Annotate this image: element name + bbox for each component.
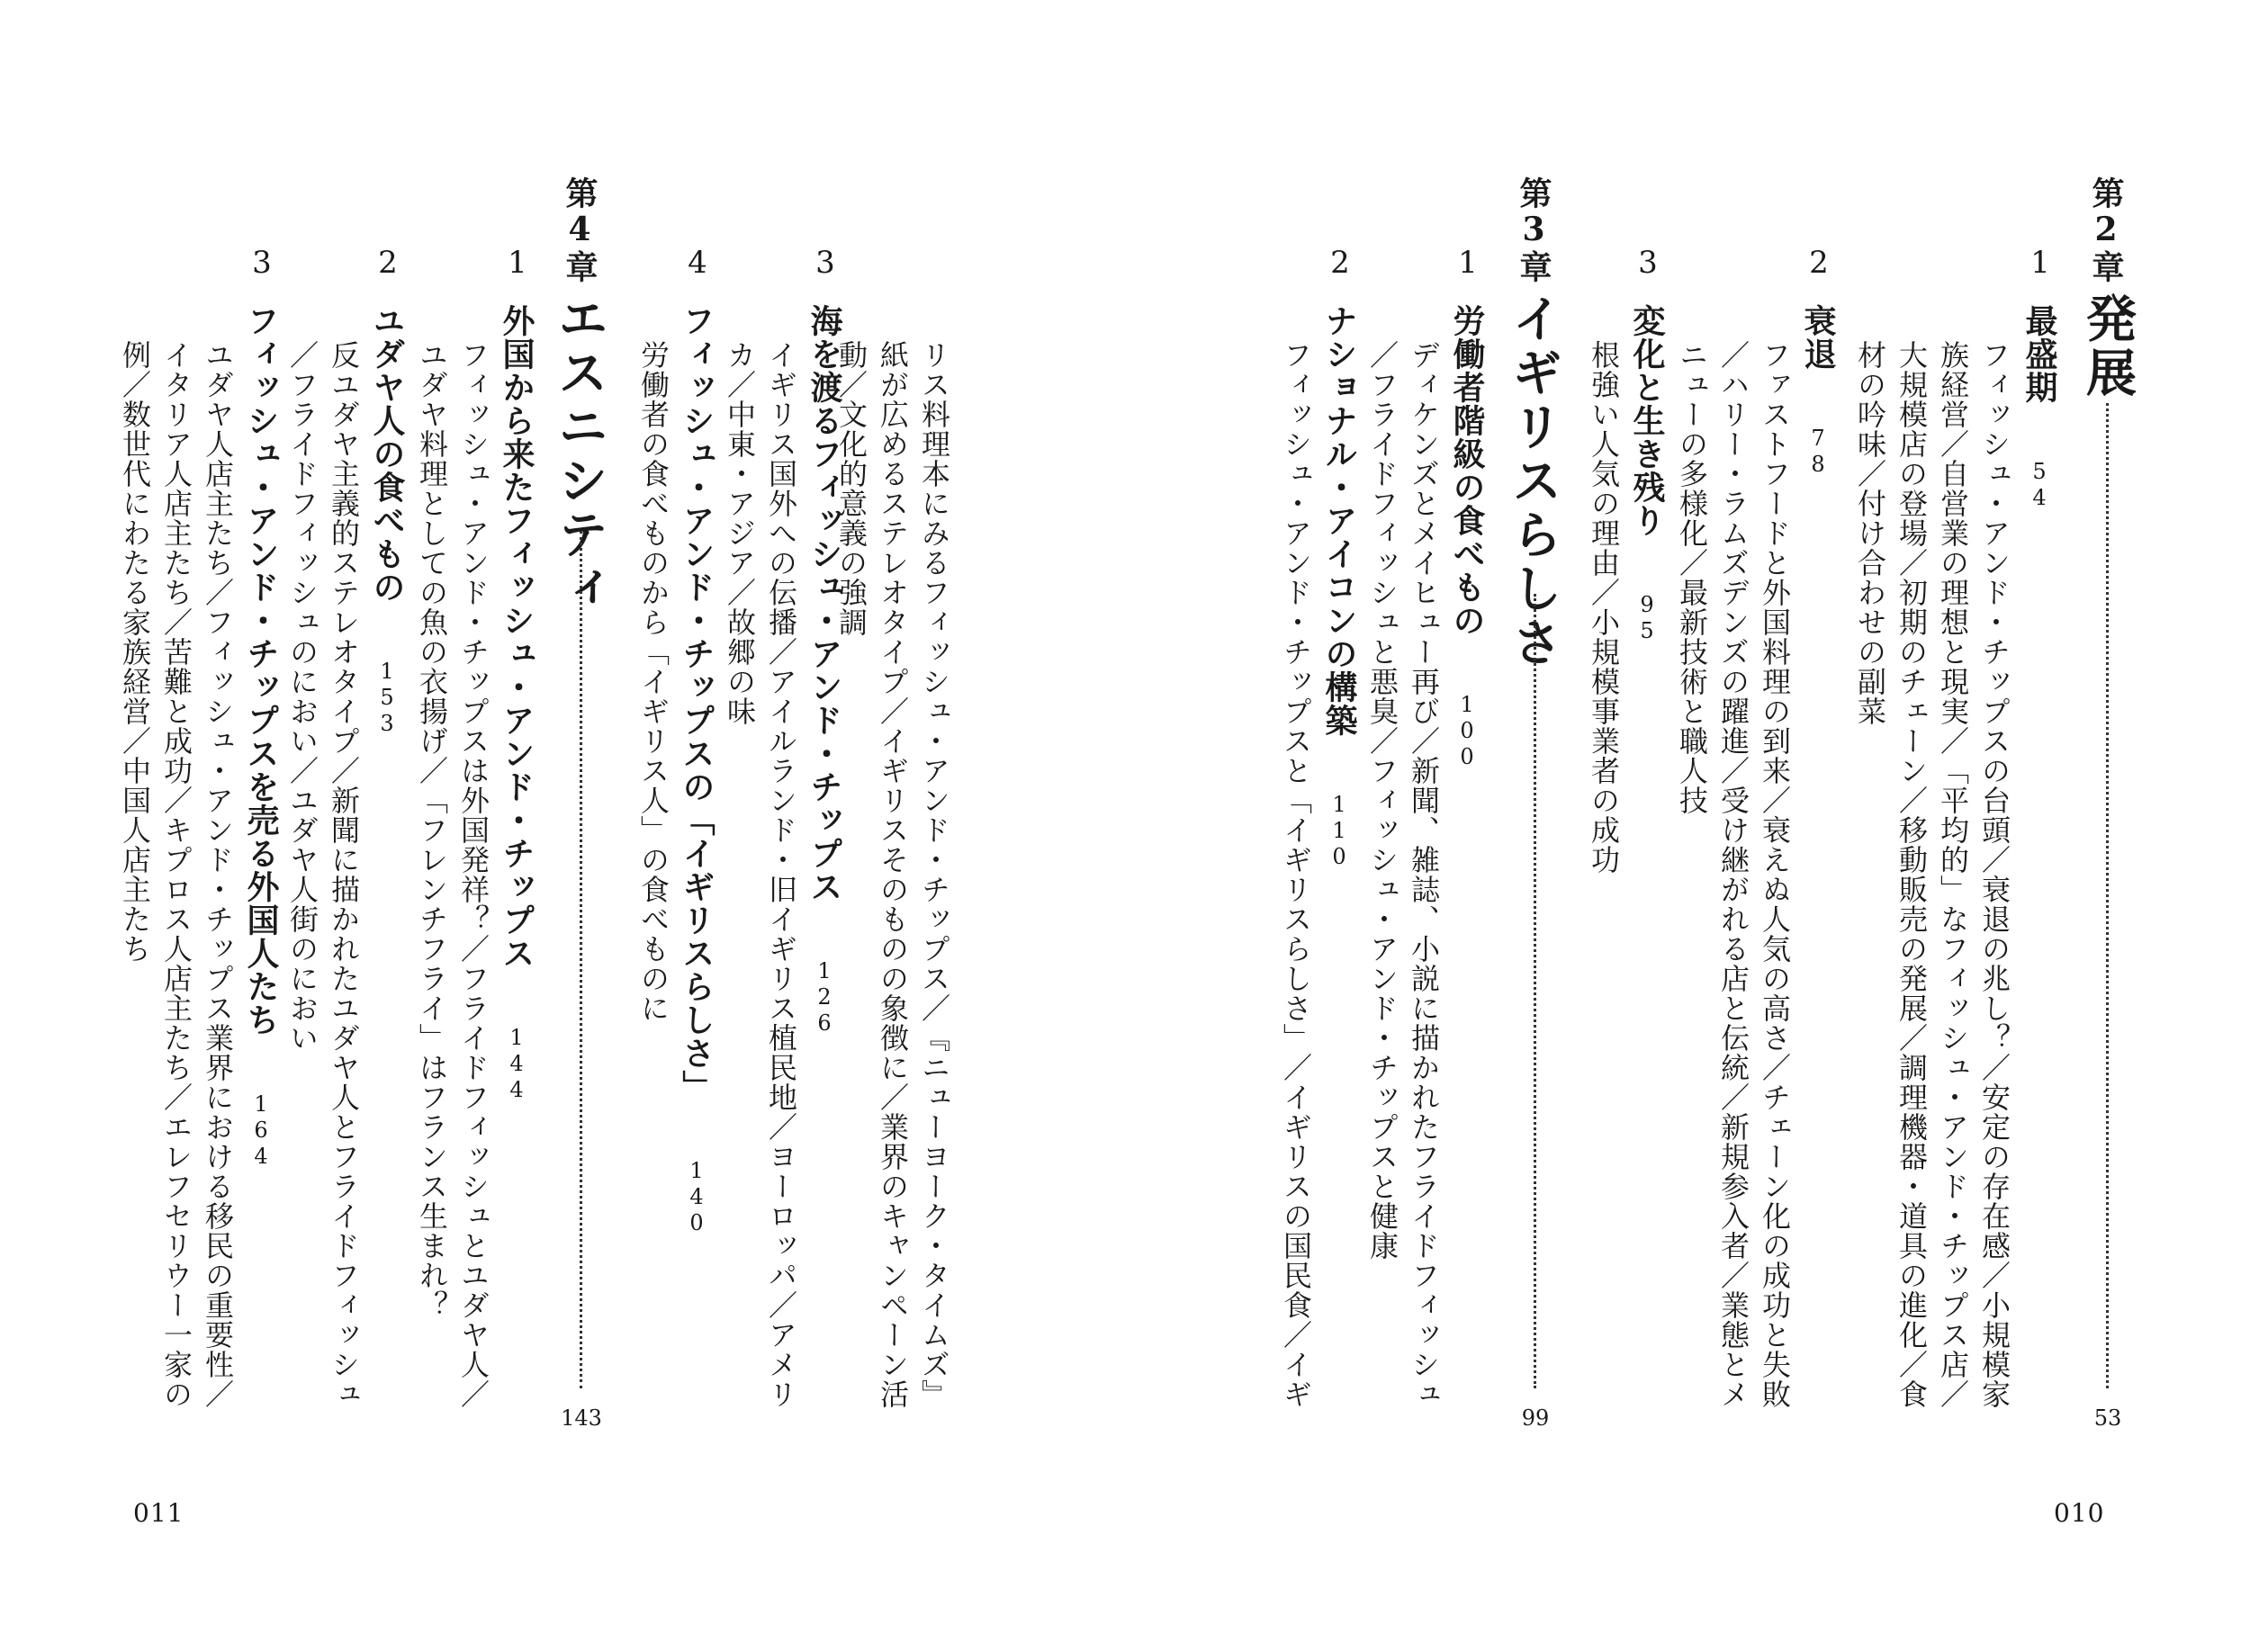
ch3-s2-line-1: フィッシュ・アンド・チップスと「イギリスらしさ」／イギリスの国民食／イギ (1279, 340, 1313, 1409)
ch2-s1-line-2: 族経営／自営業の理想と現実／「平均的」なフィッシュ・アンド・チップス店／ (1936, 340, 1970, 1409)
ch3-section-3-title: 海を渡るフィッシュ・アンド・チップス 126 (806, 304, 843, 1037)
folio-right: 010 (2054, 1498, 2105, 1528)
ch3-section-2-num: 2 (1322, 245, 1358, 281)
ch4-section-1-page: 144 (504, 1025, 529, 1103)
ch2-section-2-page: 78 (1805, 426, 1831, 478)
ch4-section-3-num: 3 (244, 245, 280, 281)
chapter-4-page: 143 (561, 1405, 602, 1431)
ch2-section-1-page: 54 (2027, 459, 2052, 511)
ch2-section-3-page: 95 (1634, 592, 1660, 644)
ch2-section-2-title: 衰退 78 (1799, 304, 1837, 478)
ch2-s2-line-3: ニューの多様化／最新技術と職人技 (1675, 340, 1709, 815)
chapter-4-leader (580, 531, 582, 1388)
ch2-section-2-num: 2 (1801, 245, 1837, 281)
ch4-s2-line-1: 反ユダヤ主義的ステレオタイプ／新聞に描かれたユダヤ人とフライドフィッシュ (327, 340, 361, 1409)
ch4-s3-line-1: ユダヤ人店主たち／フィッシュ・アンド・チップス業界における移民の重要性／ (201, 340, 235, 1409)
ch3-section-2-page: 110 (1327, 792, 1352, 870)
ch3-s1-line-2: ／フライドフィッシュと悪臭／フィッシュ・アンド・チップスと健康 (1365, 340, 1400, 1261)
ch4-section-1-title: 外国から来たフィッシュ・アンド・チップス 144 (498, 304, 536, 1103)
ch3-s1-line-1: ディケンズとメイヒュー再び／新聞、雑誌、小説に描かれたフライドフィッシュ (1407, 340, 1441, 1409)
ch3-section-4-num: 4 (680, 245, 716, 281)
ch4-section-3-title: フィッシュ・アンド・チップスを売る外国人たち 164 (242, 304, 280, 1170)
ch3-s4-line-1: 労働者の食べものから「イギリス人」の食べものに (636, 340, 670, 1023)
ch2-section-1-title: 最盛期 54 (2020, 304, 2058, 511)
ch3-s2-line-3: 紙が広めるステレオタイプ／イギリスそのものの象徴に／業界のキャンペーン活 (876, 340, 910, 1409)
ch4-s1-line-1: フィッシュ・アンド・チップスは外国発祥？／フライドフィッシュとユダヤ人／ (456, 340, 490, 1409)
ch4-section-1-num: 1 (500, 245, 536, 281)
chapter-3-page: 99 (1521, 1405, 1550, 1431)
chapter-3-label: 第3章 (1515, 176, 1552, 284)
ch3-section-4-title: フィッシュ・アンド・チップスの「イギリスらしさ」 140 (678, 304, 716, 1236)
chapter-2-label: 第2章 (2087, 176, 2125, 284)
ch2-s2-line-1: ファストフードと外国料理の到来／衰えぬ人気の高さ／チェーン化の成功と失敗 (1758, 340, 1792, 1409)
ch3-section-3-page: 126 (812, 958, 837, 1037)
ch4-s3-line-2: イタリア人店主たち／苦難と成功／キプロス人店主たち／エレフセリウー一家の (159, 340, 194, 1409)
ch3-s3-line-2: カ／中東・アジア／故郷の味 (723, 340, 757, 726)
ch2-section-1-num: 1 (2022, 245, 2058, 281)
chapter-3-leader (1534, 594, 1536, 1388)
ch2-s1-line-4: 材の吟味／付け合わせの副菜 (1853, 340, 1887, 726)
ch4-s1-line-2: ユダヤ料理としての魚の衣揚げ／「フレンチフライ」はフランス生まれ？ (415, 340, 449, 1320)
folio-left: 011 (133, 1498, 184, 1528)
ch3-section-1-num: 1 (1450, 245, 1486, 281)
ch3-s3-line-1: イギリス国外への伝播／アイルランド・旧イギリス植民地／ヨーロッパ／アメリ (764, 340, 798, 1409)
ch2-s1-line-1: フィッシュ・アンド・チップスの台頭／衰退の兆し？／安定の存在感／小規模家 (1977, 340, 2012, 1409)
ch4-section-3-page: 164 (248, 1091, 274, 1170)
chapter-2-page: 53 (2093, 1405, 2122, 1431)
ch4-section-2-num: 2 (370, 245, 406, 281)
ch3-section-1-page: 100 (1454, 692, 1480, 770)
ch2-section-3-title: 変化と生き残り 95 (1628, 304, 1666, 644)
ch2-s1-line-3: 大規模店の登場／初期のチェーン／移動販売の発展／調理機器・道具の進化／食 (1894, 340, 1929, 1409)
ch3-s2-line-2: リス料理本にみるフィッシュ・アンド・チップス／『ニューヨーク・タイムズ』 (917, 340, 951, 1409)
chapter-4-title: エスニシティ (550, 292, 609, 616)
ch3-section-1-title: 労働者階級の食べもの 100 (1448, 304, 1486, 770)
ch3-section-4-page: 140 (684, 1158, 709, 1236)
ch4-section-2-page: 153 (374, 659, 400, 737)
ch4-s3-line-3: 例／数世代にわたる家族経営／中国人店主たち (118, 340, 152, 964)
ch2-s3-line-1: 根強い人気の理由／小規模事業者の成功 (1587, 340, 1621, 875)
ch4-section-2-title: ユダヤ人の食べもの 153 (368, 304, 406, 737)
chapter-2-title: 発展 (2078, 292, 2138, 400)
ch2-s2-line-2: ／ハリー・ラムズデンズの躍進／受け継がれる店と伝統／新規参入者／業態とメ (1716, 340, 1750, 1409)
ch3-section-3-num: 3 (807, 245, 843, 281)
ch3-s2-line-4: 動／文化的意義の強調 (834, 340, 868, 637)
chapter-4-label: 第4章 (561, 176, 598, 284)
chapter-2-leader (2106, 403, 2109, 1388)
ch4-s2-line-2: ／フライドフィッシュのにおい／ユダヤ人街のにおい (285, 340, 320, 1053)
ch2-section-3-num: 3 (1630, 245, 1666, 281)
chapter-3-title: イギリスらしさ (1504, 292, 1563, 670)
ch3-section-2-title: ナショナル・アイコンの構築 110 (1320, 304, 1358, 870)
